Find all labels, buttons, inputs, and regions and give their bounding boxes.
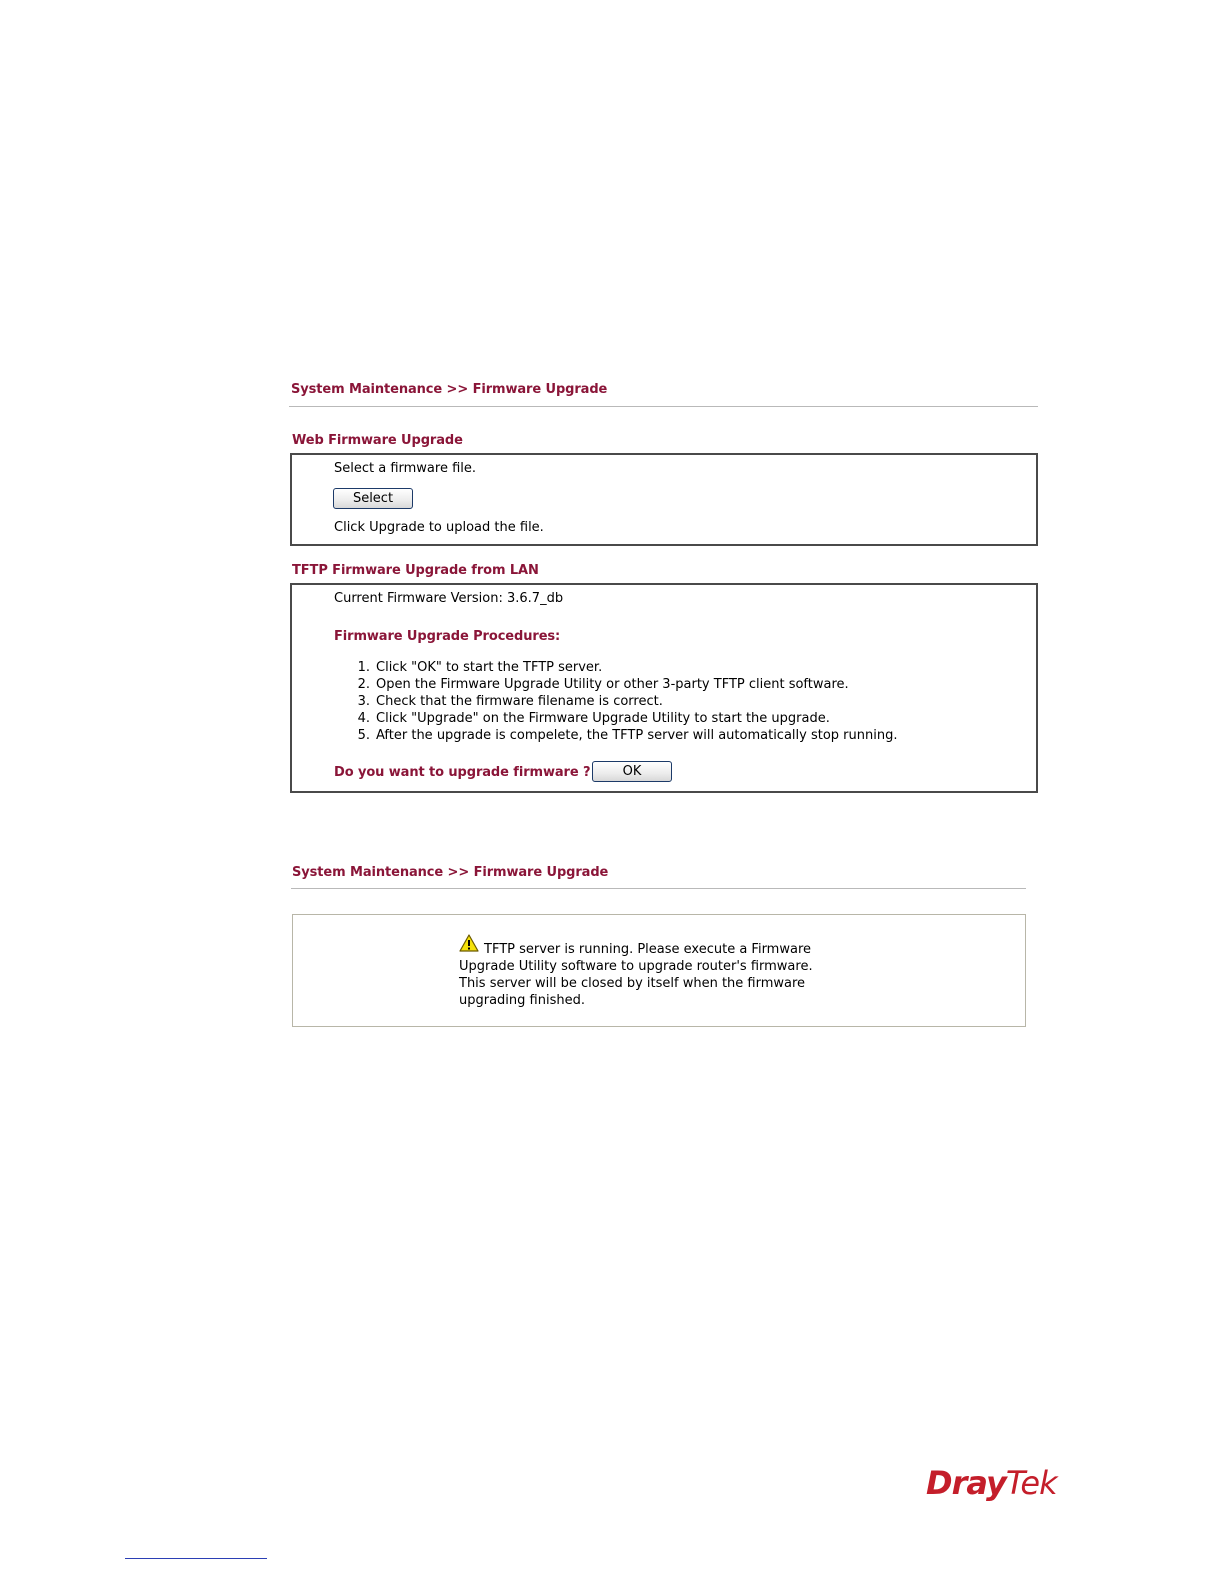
- warning-icon: [459, 934, 479, 952]
- upgrade-question: Do you want to upgrade firmware ?: [334, 765, 591, 780]
- tftp-firmware-upgrade-title: TFTP Firmware Upgrade from LAN: [292, 563, 539, 578]
- step-text: Click "OK" to start the TFTP server.: [376, 660, 603, 675]
- breadcrumb-divider: [289, 406, 1038, 407]
- ok-button[interactable]: OK: [592, 761, 672, 782]
- procedure-step-1: [352, 659, 897, 676]
- tftp-firmware-upgrade-box: [290, 583, 1038, 793]
- web-firmware-upgrade-box: [290, 453, 1038, 546]
- select-file-button[interactable]: Select: [333, 488, 413, 509]
- current-firmware-version: Current Firmware Version: 3.6.7_db: [334, 591, 564, 606]
- draytek-logo: [926, 1464, 1057, 1502]
- step-text: Open the Firmware Upgrade Utility or other 3-party TFTP client software.: [376, 677, 849, 692]
- select-firmware-prompt: Select a firmware file.: [334, 461, 477, 476]
- upload-hint: Click Upgrade to upload the file.: [334, 520, 544, 535]
- breadcrumb-divider: [291, 888, 1026, 889]
- tftp-running-notice-box: [292, 914, 1026, 1027]
- footer-rule: [125, 1558, 267, 1559]
- step-text: Check that the firmware filename is correct.: [376, 694, 663, 709]
- step-number: 5.: [357, 728, 370, 743]
- notice-line-4: upgrading finished.: [459, 993, 585, 1008]
- notice-line-1: TFTP server is running. Please execute a Firmware: [484, 942, 812, 957]
- procedure-steps-list: [352, 659, 897, 744]
- procedure-step-4: [352, 710, 897, 727]
- step-text: After the upgrade is compelete, the TFTP server will automatically stop running.: [376, 728, 898, 743]
- notice-line-3: This server will be closed by itself when the firmware: [459, 976, 806, 991]
- procedure-step-3: [352, 693, 897, 710]
- web-firmware-upgrade-title: Web Firmware Upgrade: [292, 433, 463, 448]
- breadcrumb: System Maintenance >> Firmware Upgrade: [292, 865, 609, 880]
- step-number: 2.: [357, 677, 370, 692]
- procedure-step-5: [352, 727, 897, 744]
- step-text: Click "Upgrade" on the Firmware Upgrade Utility to start the upgrade.: [376, 711, 830, 726]
- logo-tek: Tek: [1005, 1464, 1057, 1502]
- step-number: 1.: [357, 660, 370, 675]
- breadcrumb: System Maintenance >> Firmware Upgrade: [291, 382, 608, 397]
- step-number: 4.: [357, 711, 370, 726]
- logo-dray: Dray: [926, 1464, 1006, 1502]
- procedure-step-2: [352, 676, 897, 693]
- procedures-title: Firmware Upgrade Procedures:: [334, 629, 561, 644]
- step-number: 3.: [357, 694, 370, 709]
- notice-line-2: Upgrade Utility software to upgrade router's firmware.: [459, 959, 813, 974]
